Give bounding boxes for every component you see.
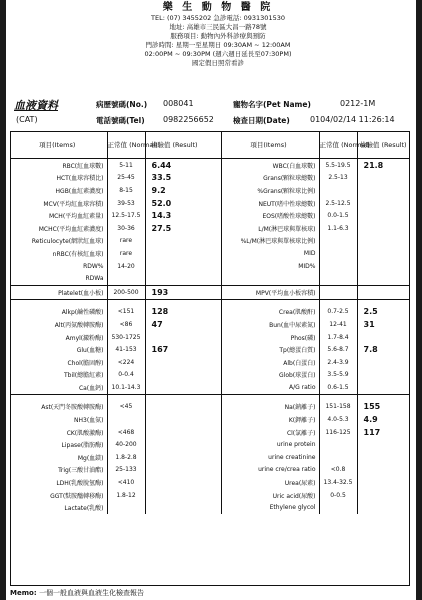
table-row (11, 438, 409, 451)
result-value (357, 451, 409, 464)
header-result-right: 檢驗值 (Result) (357, 132, 409, 159)
normal-range: <0.8 (319, 464, 357, 477)
result-value: 9.2 (145, 184, 203, 197)
normal-range: 5.6-8.7 (319, 343, 357, 356)
item-name: HCT(血球容積比) (56, 175, 104, 183)
table-row (11, 343, 409, 356)
normal-range: rare (107, 235, 145, 248)
item-name (221, 272, 319, 285)
pet-name-label: 寵物名字(Pet Name) (233, 100, 311, 109)
result-value (357, 489, 409, 502)
item-name: Tbil(總膽紅素) (64, 372, 104, 380)
table-row (11, 476, 409, 489)
item-name: MCHC(平均血紅素濃度) (38, 225, 104, 233)
date-value: 0104/02/14 11:26:14 (310, 115, 395, 124)
normal-range (107, 272, 145, 285)
table-row (11, 426, 409, 439)
normal-range: 1.1-6.3 (319, 222, 357, 235)
item-name: Alkp(鹼性磷酸) (61, 309, 104, 317)
result-value: 167 (145, 343, 203, 356)
normal-range: <45 (107, 401, 145, 414)
tel-label: 電話號碼(Tel) (96, 116, 145, 125)
normal-range (319, 272, 357, 285)
memo-label: Memo: (10, 589, 37, 597)
result-value (145, 426, 203, 439)
result-value: 7.8 (357, 343, 409, 356)
record-no-value: 008041 (163, 99, 194, 108)
memo (10, 588, 144, 598)
item-name: Alb(白蛋白) (221, 356, 319, 369)
item-name: Platelet(血小板) (11, 285, 107, 299)
item-name: K(鉀離子) (221, 413, 319, 426)
result-value (145, 438, 203, 451)
item-name: NEUT(嗜中性球總數) (221, 197, 319, 210)
item-name: Bun(血中尿素氮) (221, 318, 319, 331)
item-name: MPV(平均血小板容積) (221, 285, 319, 299)
normal-range: 41-153 (107, 343, 145, 356)
normal-range: 25-133 (107, 464, 145, 477)
normal-range: 40-200 (107, 438, 145, 451)
clinic-services: 服務項目: 動物內外科診療與預防 (170, 32, 266, 40)
normal-range (107, 413, 145, 426)
normal-range: 5.5-19.5 (319, 159, 357, 172)
report-meta (8, 95, 412, 131)
item-name: MID% (221, 260, 319, 273)
item-name: urine cre/crea ratio (221, 464, 319, 477)
result-value (357, 331, 409, 344)
table-row (11, 451, 409, 464)
item-name: Phos(磷) (221, 331, 319, 344)
normal-range: 30-36 (107, 222, 145, 235)
table-row (11, 197, 409, 210)
normal-range: 5-11 (107, 159, 145, 172)
table-row (11, 464, 409, 477)
result-value (357, 381, 409, 394)
result-value (357, 464, 409, 477)
result-value (145, 464, 203, 477)
result-value: 27.5 (145, 222, 203, 235)
result-value (357, 501, 409, 514)
record-no-label: 病歷號碼(No.) (96, 100, 148, 109)
normal-range (319, 260, 357, 273)
normal-range: 1.7-8.4 (319, 331, 357, 344)
tel-value: 0982256652 (163, 115, 214, 124)
normal-range: <151 (107, 306, 145, 319)
item-name: Ethylene glycol (221, 501, 319, 514)
item-name: NH3(血氨) (74, 417, 104, 425)
result-value (145, 401, 203, 414)
item-name: Crea(肌酸酐) (221, 306, 319, 319)
result-value (145, 235, 203, 248)
normal-range (319, 451, 357, 464)
clinic-name: 樂 生 動 物 醫 院 (162, 2, 274, 13)
item-name: L/M(淋巴球與單核球) (221, 222, 319, 235)
item-name: RBC(紅血球數) (62, 162, 104, 170)
clinic-tel: TEL: (07) 3455202 急診電話: 0931301530 (151, 14, 285, 22)
item-name: CK(肌酸激酶) (66, 429, 104, 437)
result-value (145, 413, 203, 426)
result-value: 4.9 (357, 413, 409, 426)
item-name: %L/M(淋巴球與單核球比例) (221, 235, 319, 248)
normal-range (319, 438, 357, 451)
clinic-hours-evening: 02:00PM ~ 09:30PM (週六週日延長至07:30PM) (144, 50, 292, 58)
item-name: Ast(天門冬胺酸轉胺酶) (41, 404, 104, 412)
normal-range: 0-0.4 (107, 369, 145, 382)
normal-range: 14-20 (107, 260, 145, 273)
clinic-holiday-note: 國定假日照常看診 (192, 59, 244, 67)
normal-range: <410 (107, 476, 145, 489)
item-name: Na(鈉離子) (221, 401, 319, 414)
header-normal-right: 正常值 (Normal) (319, 132, 357, 159)
normal-range: 10.1-14.3 (107, 381, 145, 394)
report-title: 血液資料 (14, 99, 58, 112)
normal-range: 1.8-2.8 (107, 451, 145, 464)
memo-text: 一個一般血液與血液生化檢查報告 (39, 589, 145, 597)
table-row (11, 318, 409, 331)
result-value: 155 (357, 401, 409, 414)
item-name: %Grans(顆粒球比例) (221, 184, 319, 197)
scan-edge-right (416, 0, 422, 600)
item-name: EOS(嗜酸性球總數) (221, 209, 319, 222)
result-value (357, 272, 409, 285)
normal-range: rare (107, 247, 145, 260)
item-name: Glu(血糖) (76, 347, 104, 355)
pet-name-value: 0212-1M (340, 99, 376, 108)
result-value (357, 356, 409, 369)
lab-report-page (8, 0, 412, 600)
normal-range: <224 (107, 356, 145, 369)
normal-range: 530-1725 (107, 331, 145, 344)
item-name: GGT(麩胺醯轉移酶) (50, 492, 104, 500)
item-name: Alt(丙氨酸轉胺酶) (54, 321, 104, 329)
results-sheet (10, 131, 410, 586)
item-name: MCV(平均紅血球容積) (43, 200, 104, 208)
normal-range (319, 501, 357, 514)
item-name: Uric acid(尿酸) (221, 489, 319, 502)
item-name: Reticulocyte(網狀紅血球) (31, 238, 104, 246)
result-value (357, 476, 409, 489)
result-value: 193 (145, 285, 203, 299)
table-row (11, 247, 409, 260)
normal-range: 0-0.5 (319, 489, 357, 502)
item-name: urine protein (221, 438, 319, 451)
header-result-left: 檢驗值 (Result) (145, 132, 203, 159)
result-value (145, 451, 203, 464)
item-name: Mg(血鎂) (77, 454, 104, 462)
result-value: 31 (357, 318, 409, 331)
table-row (11, 184, 409, 197)
normal-range (319, 285, 357, 299)
table-row (11, 369, 409, 382)
header-normal-left: 正常值 (Normal) (107, 132, 145, 159)
table-row (11, 401, 409, 414)
table-row (11, 331, 409, 344)
normal-range: <468 (107, 426, 145, 439)
normal-range: 25-45 (107, 172, 145, 185)
result-value: 21.8 (357, 159, 409, 172)
result-value (145, 356, 203, 369)
species-tag: (CAT) (16, 115, 38, 124)
item-name: Glob(球蛋白) (221, 369, 319, 382)
normal-range: 2.5-12.5 (319, 197, 357, 210)
table-row (11, 222, 409, 235)
item-name: Cl(氯離子) (221, 426, 319, 439)
normal-range: 12-41 (319, 318, 357, 331)
result-value (145, 260, 203, 273)
item-name: urine creatinine (221, 451, 319, 464)
item-name: MCH(平均血紅素量) (48, 213, 104, 221)
normal-range: 1.8-12 (107, 489, 145, 502)
result-value (145, 247, 203, 260)
table-header-row (11, 132, 409, 159)
result-value (357, 247, 409, 260)
normal-range: 116-125 (319, 426, 357, 439)
table-row (11, 306, 409, 319)
platelet-row (11, 285, 409, 299)
result-value: 52.0 (145, 197, 203, 210)
normal-range: 2.5-13 (319, 172, 357, 185)
result-value: 128 (145, 306, 203, 319)
normal-range: 8-15 (107, 184, 145, 197)
item-name: Ca(血鈣) (78, 384, 104, 392)
result-value (145, 369, 203, 382)
header-item-right: 項目(Items) (221, 132, 319, 159)
normal-range: 0.7-2.5 (319, 306, 357, 319)
result-value (357, 222, 409, 235)
normal-range: 39-53 (107, 197, 145, 210)
result-value (145, 381, 203, 394)
normal-range: 3.5-5.9 (319, 369, 357, 382)
table-row (11, 489, 409, 502)
table-row (11, 172, 409, 185)
result-value (145, 331, 203, 344)
result-value (357, 184, 409, 197)
item-name: nRBC(有核紅血球) (52, 250, 104, 258)
result-value: 14.3 (145, 209, 203, 222)
result-value (357, 369, 409, 382)
result-value: 47 (145, 318, 203, 331)
clinic-header (68, 2, 368, 68)
result-value (357, 260, 409, 273)
item-name: LDH(乳酸脫氫酶) (56, 480, 104, 488)
normal-range: 151-158 (319, 401, 357, 414)
table-row (11, 235, 409, 248)
item-name: Grans(顆粒球總數) (221, 172, 319, 185)
normal-range: 200-500 (107, 285, 145, 299)
normal-range (107, 501, 145, 514)
result-value (357, 235, 409, 248)
normal-range (319, 184, 357, 197)
result-value (357, 209, 409, 222)
normal-range: <86 (107, 318, 145, 331)
table-row (11, 413, 409, 426)
date-label: 檢查日期(Date) (233, 116, 290, 125)
normal-range: 2.4-3.9 (319, 356, 357, 369)
table-row (11, 272, 409, 285)
clinic-address: 地址: 高雄市三民區大昌一路78號 (169, 23, 267, 31)
normal-range: 0.6-1.5 (319, 381, 357, 394)
table-row (11, 260, 409, 273)
result-value (145, 501, 203, 514)
normal-range (319, 235, 357, 248)
result-value: 117 (357, 426, 409, 439)
item-name: Lactate(乳酸) (64, 505, 104, 513)
normal-range: 0.0-1.5 (319, 209, 357, 222)
normal-range: 12.5-17.5 (107, 209, 145, 222)
item-name: WBC(白血球數) (221, 159, 319, 172)
header-item-left: 項目(Items) (11, 132, 107, 159)
item-name: Trig(三酸甘油酯) (58, 467, 104, 475)
table-row (11, 159, 409, 172)
item-name: RDW% (83, 262, 104, 270)
item-name: Lipase(脂肪酶) (61, 442, 104, 450)
result-value (357, 197, 409, 210)
normal-range (319, 247, 357, 260)
table-row (11, 501, 409, 514)
result-value (357, 438, 409, 451)
results-table (11, 132, 409, 514)
result-value (145, 489, 203, 502)
result-value (145, 272, 203, 285)
scan-edge-left (0, 0, 6, 600)
table-row (11, 209, 409, 222)
clinic-hours-morning: 門診時間: 星期一至星期日 09:30AM ~ 12:00AM (145, 41, 291, 49)
item-name: A/G ratio (221, 381, 319, 394)
normal-range: 13.4-32.5 (319, 476, 357, 489)
result-value (357, 172, 409, 185)
item-name: Amyl(澱粉酶) (65, 334, 104, 342)
result-value (357, 285, 409, 299)
result-value (145, 476, 203, 489)
item-name: Urea(尿素) (221, 476, 319, 489)
item-name: MID (221, 247, 319, 260)
table-row (11, 356, 409, 369)
table-row (11, 381, 409, 394)
item-name: RDWa (85, 275, 104, 283)
result-value: 33.5 (145, 172, 203, 185)
item-name: Chol(膽固醇) (67, 359, 104, 367)
normal-range: 4.0-5.3 (319, 413, 357, 426)
item-name: Tp(總蛋白質) (221, 343, 319, 356)
item-name: HGB(血紅素濃度) (55, 187, 104, 195)
result-value: 6.44 (145, 159, 203, 172)
result-value: 2.5 (357, 306, 409, 319)
